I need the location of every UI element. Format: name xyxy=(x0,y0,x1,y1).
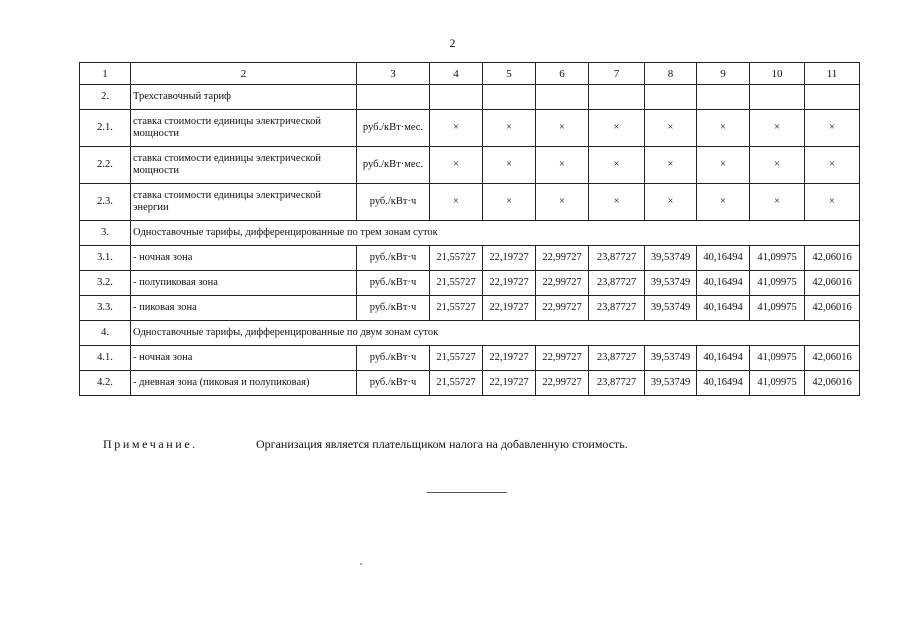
note-label: Примечание. xyxy=(103,437,198,451)
tariff-value: 40,16494 xyxy=(697,271,750,296)
cross-mark: × xyxy=(645,184,697,221)
unit-cell: руб./кВт·ч xyxy=(357,371,430,396)
cross-mark: × xyxy=(430,147,483,184)
table-row xyxy=(80,110,860,147)
cross-mark: × xyxy=(536,184,589,221)
column-header: 1 xyxy=(80,63,131,85)
tariff-value: 22,99727 xyxy=(536,246,589,271)
table-row xyxy=(80,221,860,246)
table-row xyxy=(80,85,860,110)
row-number: 2.1. xyxy=(80,110,131,147)
row-name: - ночная зона xyxy=(131,346,357,371)
tariff-value: 23,87727 xyxy=(589,271,645,296)
cross-mark: × xyxy=(430,184,483,221)
row-number: 3. xyxy=(80,221,131,246)
unit-cell: руб./кВт·ч xyxy=(357,271,430,296)
row-number: 2.3. xyxy=(80,184,131,221)
tariff-value: 42,06016 xyxy=(805,246,860,271)
tariff-value: 21,55727 xyxy=(430,271,483,296)
tariff-value: 42,06016 xyxy=(805,271,860,296)
tariff-value: 39,53749 xyxy=(645,246,697,271)
cross-mark: × xyxy=(483,184,536,221)
tariff-value: 22,19727 xyxy=(483,346,536,371)
page-number: 2 xyxy=(449,36,456,50)
tariff-value: 21,55727 xyxy=(430,346,483,371)
empty-cell xyxy=(483,85,536,110)
section-title: Трехставочный тариф xyxy=(131,85,357,110)
tariff-value: 22,99727 xyxy=(536,346,589,371)
column-header: 4 xyxy=(430,63,483,85)
tariff-value: 21,55727 xyxy=(430,296,483,321)
cross-mark: × xyxy=(805,110,860,147)
cross-mark: × xyxy=(483,110,536,147)
empty-cell xyxy=(645,85,697,110)
row-name: - ночная зона xyxy=(131,246,357,271)
unit-cell: руб./кВт·мес. xyxy=(357,147,430,184)
tariff-value: 21,55727 xyxy=(430,371,483,396)
tariff-value: 41,09975 xyxy=(750,371,805,396)
tariff-value: 39,53749 xyxy=(645,346,697,371)
empty-cell xyxy=(589,85,645,110)
column-header: 8 xyxy=(645,63,697,85)
table-row xyxy=(80,371,860,396)
tariff-value: 23,87727 xyxy=(589,371,645,396)
cross-mark: × xyxy=(536,110,589,147)
row-number: 2.2. xyxy=(80,147,131,184)
tariff-value: 41,09975 xyxy=(750,346,805,371)
empty-cell xyxy=(430,85,483,110)
tariff-value: 22,99727 xyxy=(536,296,589,321)
row-number: 3.1. xyxy=(80,246,131,271)
end-rule xyxy=(427,492,507,493)
tariff-value: 21,55727 xyxy=(430,246,483,271)
row-name: ставка стоимости единицы электрической мощности xyxy=(131,147,357,184)
column-header: 7 xyxy=(589,63,645,85)
table-row xyxy=(80,296,860,321)
section-title: Одноставочные тарифы, дифференцированные по трем зонам суток xyxy=(131,221,860,246)
tariff-value: 40,16494 xyxy=(697,246,750,271)
empty-cell xyxy=(750,85,805,110)
tariff-value: 22,99727 xyxy=(536,271,589,296)
tariff-value: 41,09975 xyxy=(750,246,805,271)
tariff-value: 22,19727 xyxy=(483,271,536,296)
cross-mark: × xyxy=(805,147,860,184)
unit-cell: руб./кВт·ч xyxy=(357,184,430,221)
cross-mark: × xyxy=(430,110,483,147)
column-header: 5 xyxy=(483,63,536,85)
cross-mark: × xyxy=(750,110,805,147)
tariff-value: 42,06016 xyxy=(805,346,860,371)
column-header: 3 xyxy=(357,63,430,85)
empty-cell xyxy=(805,85,860,110)
tariff-value: 22,19727 xyxy=(483,296,536,321)
tariff-value: 23,87727 xyxy=(589,296,645,321)
unit-cell xyxy=(357,85,430,110)
row-number: 4. xyxy=(80,321,131,346)
cross-mark: × xyxy=(697,110,750,147)
empty-cell xyxy=(697,85,750,110)
row-name: - дневная зона (пиковая и полупиковая) xyxy=(131,371,357,396)
table-row xyxy=(80,321,860,346)
header-row xyxy=(80,63,860,85)
cross-mark: × xyxy=(536,147,589,184)
column-header: 2 xyxy=(131,63,357,85)
tariff-value: 22,99727 xyxy=(536,371,589,396)
cross-mark: × xyxy=(697,147,750,184)
row-number: 2. xyxy=(80,85,131,110)
tariff-value: 39,53749 xyxy=(645,371,697,396)
cross-mark: × xyxy=(805,184,860,221)
table-body xyxy=(80,63,860,396)
unit-cell: руб./кВт·ч xyxy=(357,246,430,271)
row-number: 3.2. xyxy=(80,271,131,296)
row-number: 4.2. xyxy=(80,371,131,396)
tariff-value: 22,19727 xyxy=(483,246,536,271)
column-header: 9 xyxy=(697,63,750,85)
table-row xyxy=(80,271,860,296)
tariff-value: 40,16494 xyxy=(697,371,750,396)
cross-mark: × xyxy=(483,147,536,184)
column-header: 11 xyxy=(805,63,860,85)
tariff-table xyxy=(79,62,860,396)
table-row xyxy=(80,246,860,271)
note-text: Организация является плательщиком налога на добавленную стоимость. xyxy=(256,437,628,451)
cross-mark: × xyxy=(697,184,750,221)
tariff-value: 23,87727 xyxy=(589,246,645,271)
tariff-value: 42,06016 xyxy=(805,296,860,321)
unit-cell: руб./кВт·мес. xyxy=(357,110,430,147)
unit-cell: руб./кВт·ч xyxy=(357,296,430,321)
section-title: Одноставочные тарифы, дифференцированные по двум зонам суток xyxy=(131,321,860,346)
tariff-value: 22,19727 xyxy=(483,371,536,396)
table-row xyxy=(80,346,860,371)
tariff-value: 40,16494 xyxy=(697,346,750,371)
tariff-value: 42,06016 xyxy=(805,371,860,396)
row-name: ставка стоимости единицы электрической энергии xyxy=(131,184,357,221)
unit-cell: руб./кВт·ч xyxy=(357,346,430,371)
tariff-value: 23,87727 xyxy=(589,346,645,371)
row-number: 4.1. xyxy=(80,346,131,371)
cross-mark: × xyxy=(589,184,645,221)
tariff-value: 40,16494 xyxy=(697,296,750,321)
column-header: 6 xyxy=(536,63,589,85)
table-row xyxy=(80,147,860,184)
cross-mark: × xyxy=(589,147,645,184)
cross-mark: × xyxy=(645,147,697,184)
cross-mark: × xyxy=(645,110,697,147)
empty-cell xyxy=(536,85,589,110)
row-name: ставка стоимости единицы электрической мощности xyxy=(131,110,357,147)
cross-mark: × xyxy=(750,184,805,221)
cross-mark: × xyxy=(750,147,805,184)
tariff-value: 39,53749 xyxy=(645,271,697,296)
column-header: 10 xyxy=(750,63,805,85)
tariff-value: 39,53749 xyxy=(645,296,697,321)
row-name: - пиковая зона xyxy=(131,296,357,321)
tariff-value: 41,09975 xyxy=(750,271,805,296)
row-number: 3.3. xyxy=(80,296,131,321)
scan-speck xyxy=(360,563,362,565)
cross-mark: × xyxy=(589,110,645,147)
row-name: - полупиковая зона xyxy=(131,271,357,296)
table-row xyxy=(80,184,860,221)
tariff-value: 41,09975 xyxy=(750,296,805,321)
